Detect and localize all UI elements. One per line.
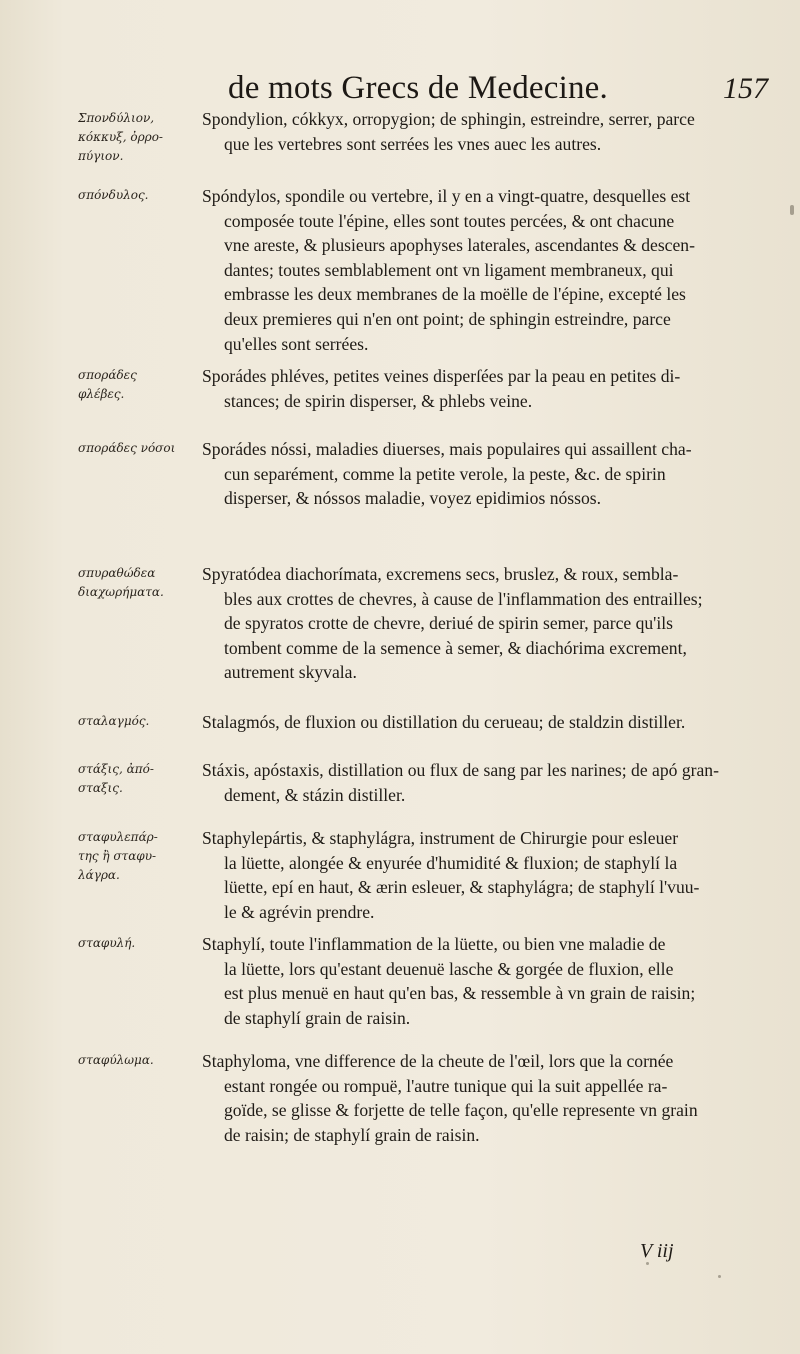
greek-term-line: στάξις, ἀπό- bbox=[78, 762, 154, 776]
ink-speck bbox=[718, 1275, 721, 1278]
definition-line: le & agrévin prendre. bbox=[224, 901, 375, 922]
definition-text bbox=[202, 107, 767, 156]
definition-line: Stáxis, apóstaxis, distillation ou flux de sang par les narines; de apó gran- bbox=[202, 760, 719, 780]
greek-term-line: σταφύλωμα. bbox=[78, 1053, 154, 1067]
greek-term bbox=[78, 109, 183, 166]
ink-speck bbox=[646, 1262, 649, 1265]
greek-term-line: πύγιον. bbox=[78, 149, 124, 163]
definition-line: Spondylion, cókkyx, orropygion; de sphingin, estreindre, serrer, parce bbox=[202, 109, 695, 129]
definition-line: autrement skyvala. bbox=[224, 662, 357, 683]
greek-term-line: λάγρα. bbox=[78, 868, 120, 882]
greek-term bbox=[78, 760, 183, 798]
definition-text bbox=[202, 364, 767, 413]
greek-term bbox=[78, 186, 183, 205]
greek-term bbox=[78, 1051, 183, 1070]
definition-line: Staphyloma, vne difference de la cheute de l'œil, lors que la cornée bbox=[202, 1051, 674, 1071]
definition-line: vne areste, & plusieurs apophyses laterales, ascendantes & descen- bbox=[224, 235, 695, 256]
greek-term-line: σταφυλή. bbox=[78, 936, 136, 950]
greek-term bbox=[78, 712, 183, 731]
definition-line: deux premieres qui n'en ont point; de sphingin estreindre, parce bbox=[224, 308, 671, 329]
greek-term bbox=[78, 366, 183, 404]
definition-line: embrasse les deux membranes de la moëlle de l'épine, excepté les bbox=[224, 284, 686, 305]
definition-line: de staphylí grain de raisin. bbox=[224, 1007, 411, 1028]
greek-term-line: σπόνδυλος. bbox=[78, 188, 149, 202]
greek-term bbox=[78, 828, 183, 885]
page-number: 157 bbox=[723, 72, 768, 105]
greek-term-line: σπυραθώδεα bbox=[78, 566, 156, 580]
definition-line: lüette, epí en haut, & ærin esleuer, & staphylágra; de staphylí l'vuu- bbox=[224, 877, 700, 898]
signature-mark: V iij bbox=[640, 1240, 674, 1262]
definition-line: Spóndylos, spondile ou vertebre, il y en a vingt-quatre, desquelles est bbox=[202, 186, 691, 206]
definition-line: qu'elles sont serrées. bbox=[224, 333, 369, 354]
definition-line: disperser, & nóssos maladie, voyez epidimios nóssos. bbox=[224, 488, 602, 509]
definition-line: Sporádes nóssi, maladies diuerses, mais populaires qui assaillent cha- bbox=[202, 439, 692, 459]
definition-line: Staphylí, toute l'inflammation de la lüette, ou bien vne maladie de bbox=[202, 934, 666, 954]
running-head: de mots Grecs de Medecine. bbox=[228, 70, 608, 106]
definition-line: est plus menuë en haut qu'en bas, & ressemble à vn grain de raisin; bbox=[224, 983, 696, 1004]
ink-speck bbox=[790, 205, 794, 215]
definition-line: dement, & stázin distiller. bbox=[224, 784, 406, 805]
definition-line: la lüette, lors qu'estant deuenuë lasche & gorgée de fluxion, elle bbox=[224, 958, 674, 979]
definition-line: la lüette, alongée & enyurée d'humidité & fluxion; de staphylí la bbox=[224, 852, 678, 873]
definition-text bbox=[202, 1049, 767, 1147]
greek-term-line: σταλαγμός. bbox=[78, 714, 150, 728]
definition-line: dantes; toutes semblablement ont vn ligament membraneux, qui bbox=[224, 259, 674, 280]
greek-term bbox=[78, 934, 183, 953]
definition-text bbox=[202, 437, 767, 511]
definition-text bbox=[202, 562, 767, 685]
definition-line: Staphylepártis, & staphylágra, instrument de Chirurgie pour esleuer bbox=[202, 828, 679, 848]
definition-line: de spyratos crotte de chevre, deriué de spirin semer, parce qu'ils bbox=[224, 613, 673, 634]
definition-text bbox=[202, 932, 767, 1030]
greek-term-line: σταφυλεπάρ- bbox=[78, 830, 158, 844]
definition-text bbox=[202, 184, 767, 356]
definition-line: Spyratódea diachorímata, excremens secs, bruslez, & roux, sembla- bbox=[202, 564, 679, 584]
greek-term-line: Σπονδύλιον, bbox=[78, 111, 155, 125]
definition-line: que les vertebres sont serrées les vnes auec les autres. bbox=[224, 133, 602, 154]
definition-line: goïde, se glisse & forjette de telle façon, qu'elle represente vn grain bbox=[224, 1100, 698, 1121]
definition-line: bles aux crottes de chevres, à cause de l'inflammation des entrailles; bbox=[224, 588, 703, 609]
definition-text bbox=[202, 710, 767, 735]
definition-line: cun separément, comme la petite verole, la peste, &c. de spirin bbox=[224, 463, 666, 484]
greek-term-line: σποράδες bbox=[78, 368, 137, 382]
definition-line: estant rongée ou rompuë, l'autre tunique qui la suit appellée ra- bbox=[224, 1075, 668, 1096]
definition-line: de raisin; de staphylí grain de raisin. bbox=[224, 1124, 480, 1145]
greek-term bbox=[78, 439, 183, 458]
definition-line: composée toute l'épine, elles sont toutes percées, & ont chacune bbox=[224, 210, 675, 231]
definition-line: stances; de spirin disperser, & phlebs veine. bbox=[224, 390, 533, 411]
greek-term bbox=[78, 564, 183, 602]
greek-term-line: της ἢ σταφυ- bbox=[78, 849, 157, 863]
definition-line: Sporádes phléves, petites veines disperſées par la peau en petites di- bbox=[202, 366, 681, 386]
definition-text bbox=[202, 826, 767, 924]
greek-term-line: φλέβες. bbox=[78, 387, 125, 401]
definition-line: tombent comme de la semence à semer, & diachórima excrement, bbox=[224, 637, 687, 658]
definition-text bbox=[202, 758, 767, 807]
greek-term-line: σποράδες νόσοι bbox=[78, 441, 176, 455]
definition-line: Stalagmós, de fluxion ou distillation du cerueau; de staldzin distiller. bbox=[202, 712, 686, 732]
greek-term-line: σταξις. bbox=[78, 781, 123, 795]
greek-term-line: κόκκυξ, ὀρρο- bbox=[78, 130, 163, 144]
greek-term-line: διαχωρήματα. bbox=[78, 585, 164, 599]
